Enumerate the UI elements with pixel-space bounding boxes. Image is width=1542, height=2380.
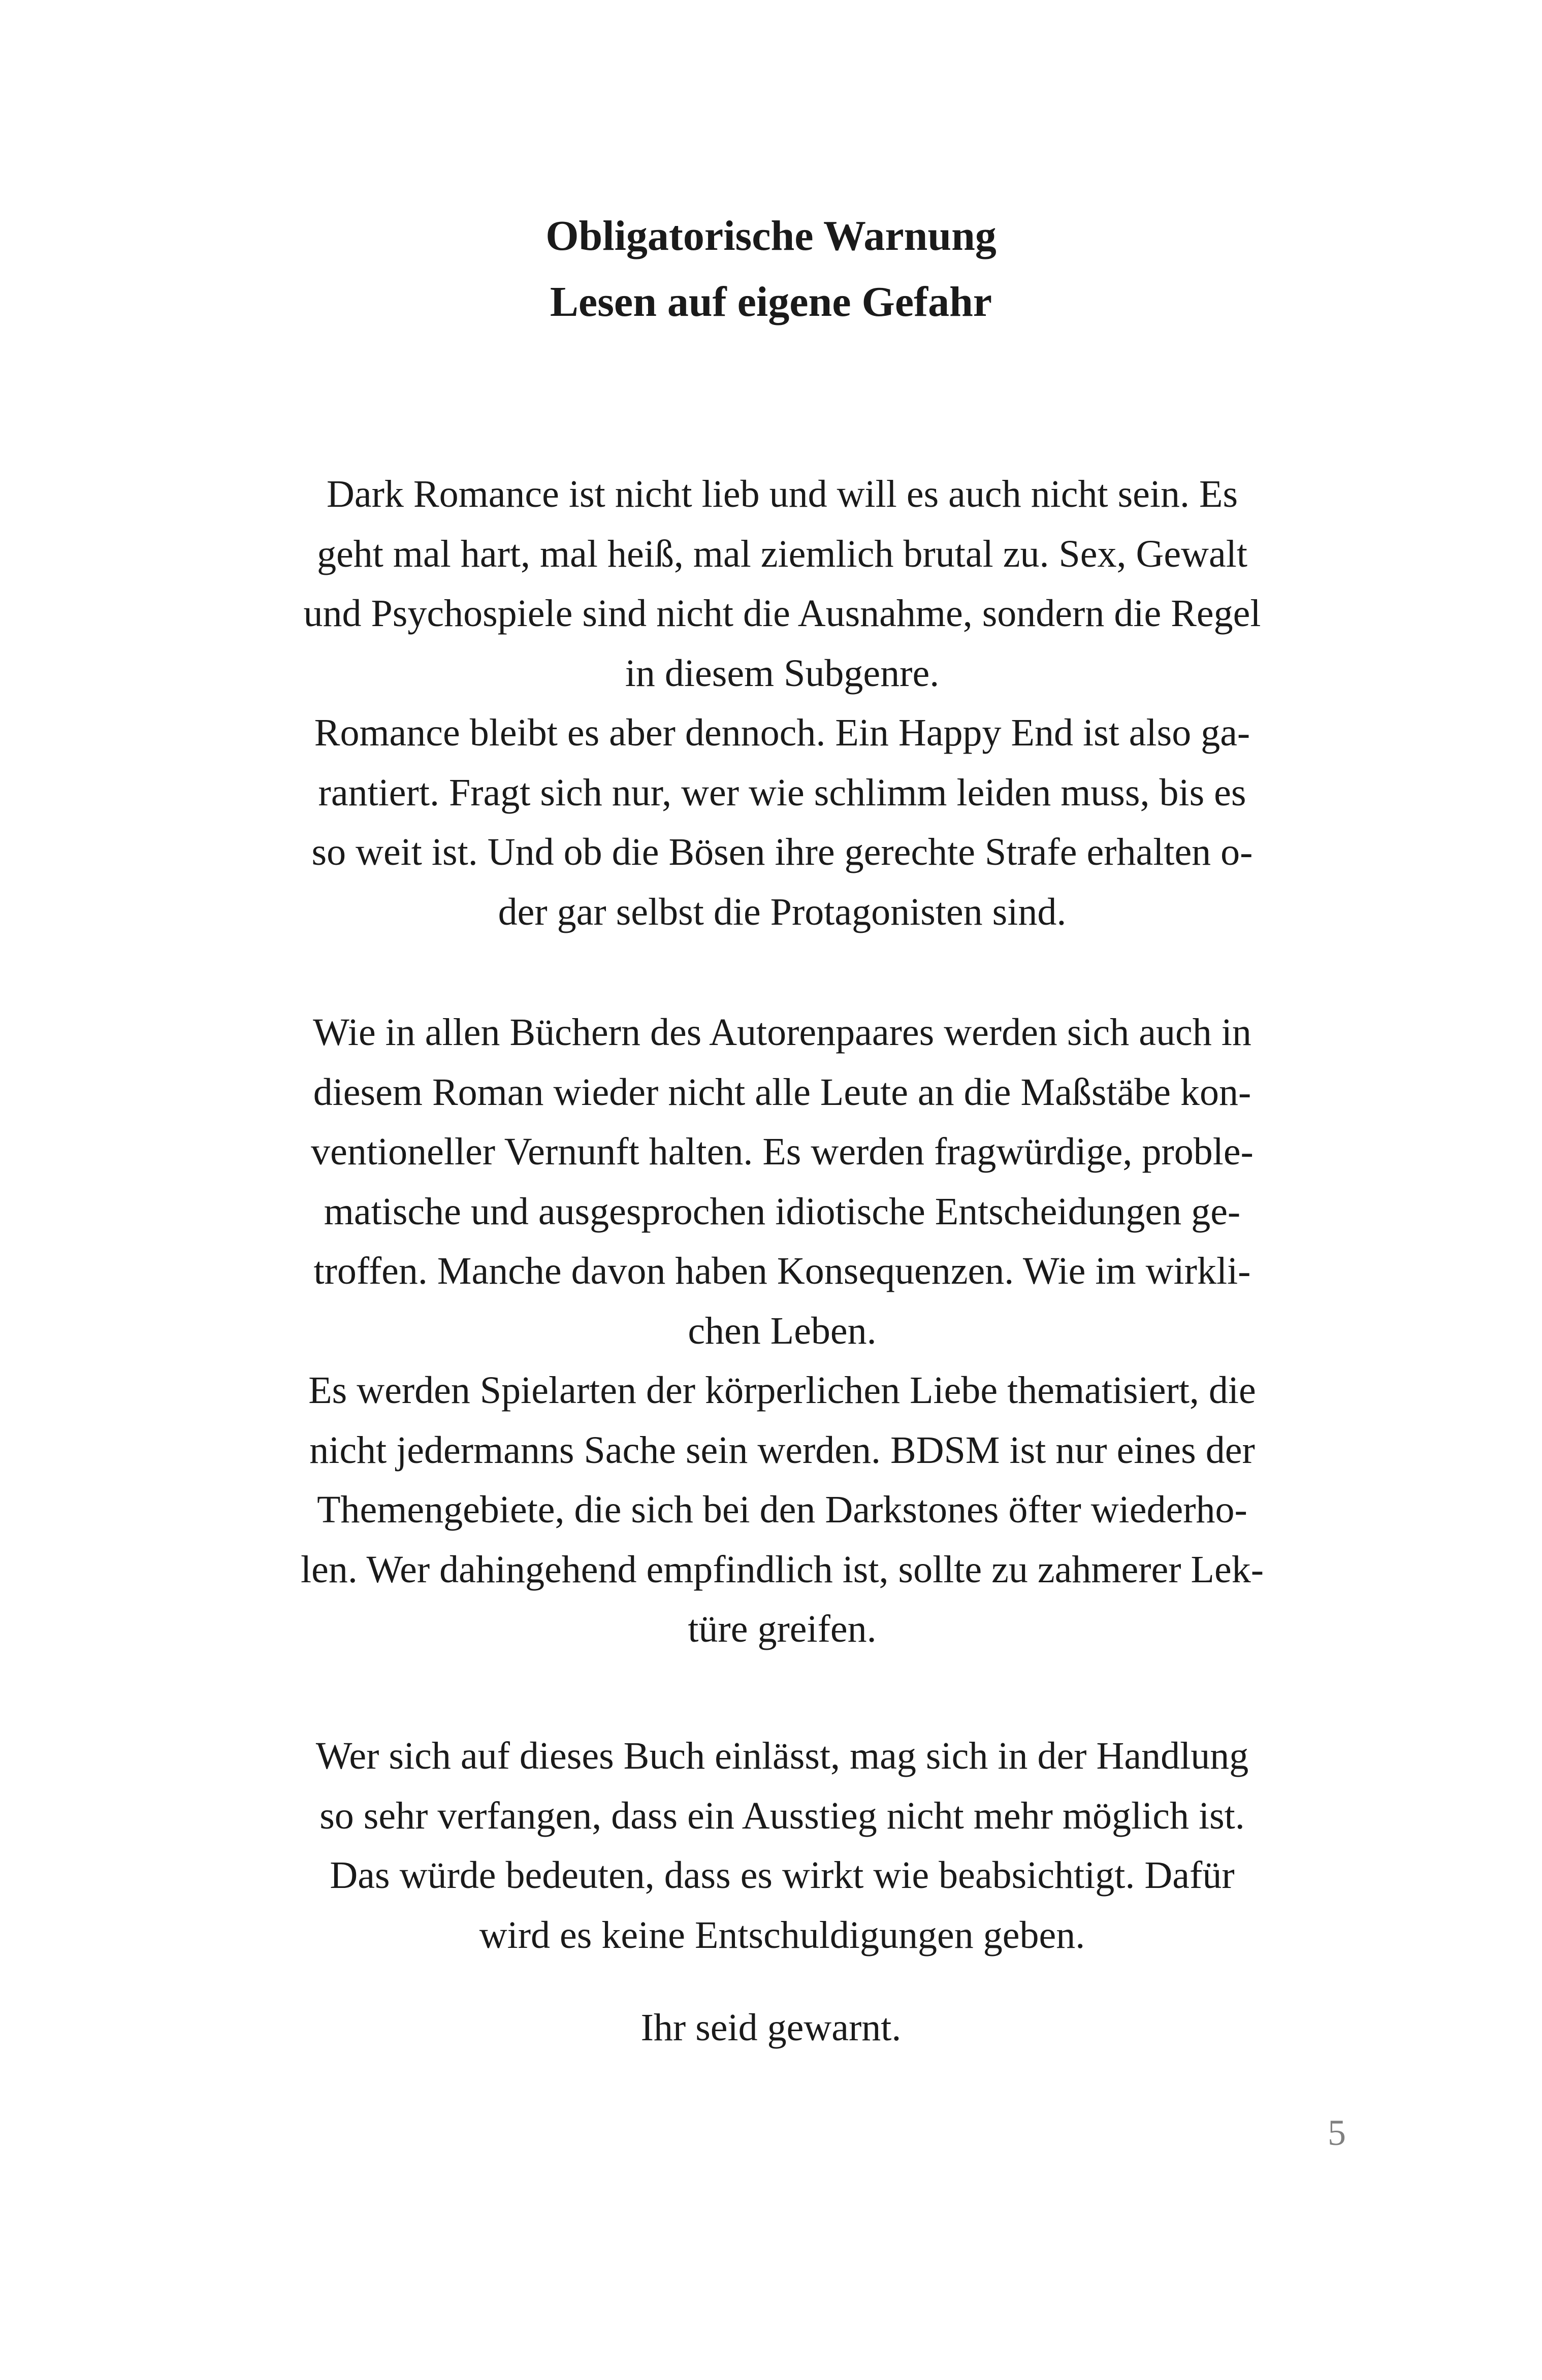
text-line: Dark Romance ist nicht lieb und will es auch nicht sein. Es — [326, 473, 1238, 515]
text-line: diesem Roman wieder nicht alle Leute an die Maßstäbe kon- — [313, 1070, 1251, 1114]
heading-line-1: Obligatorische Warnung — [545, 212, 997, 259]
text-line: Themengebiete, die sich bei den Darkstones öfter wiederho- — [317, 1488, 1247, 1531]
text-line: so weit ist. Und ob die Bösen ihre gerechte Strafe erhalten o- — [311, 831, 1253, 873]
page-heading — [0, 203, 1542, 335]
text-line: Wie in allen Büchern des Autorenpaares werden sich auch in — [313, 1011, 1251, 1054]
heading-line-2: Lesen auf eigene Gefahr — [550, 278, 992, 325]
text-line: geht mal hart, mal heiß, mal ziemlich brutal zu. Sex, Gewalt — [317, 532, 1247, 575]
text-line: Wer sich auf dieses Buch einlässt, mag sich in der Handlung — [315, 1735, 1249, 1777]
closing-line: Ihr seid gewarnt. — [640, 2006, 902, 2049]
text-line: troffen. Manche davon haben Konsequenzen. Wie im wirkli- — [313, 1250, 1251, 1292]
paragraph-content-warning — [223, 1003, 1341, 1659]
paragraph-final-warning — [223, 1726, 1341, 1965]
text-line: matische und ausgesprochen idiotische Entscheidungen ge- — [324, 1190, 1241, 1233]
text-line: Das würde bedeuten, dass es wirkt wie beabsichtigt. Dafür — [330, 1854, 1235, 1897]
text-line: chen Leben. — [688, 1309, 877, 1352]
text-line: in diesem Subgenre. — [625, 651, 940, 695]
text-line: wird es keine Entschuldigungen geben. — [479, 1913, 1085, 1957]
text-line: len. Wer dahingehend empfindlich ist, sollte zu zahmerer Lek- — [300, 1548, 1264, 1591]
text-line: rantiert. Fragt sich nur, wer wie schlimm leiden muss, bis es — [318, 771, 1246, 814]
text-line: ventioneller Vernunft halten. Es werden fragwürdige, proble- — [311, 1130, 1254, 1173]
text-line: Es werden Spielarten der körperlichen Liebe thematisiert, die — [308, 1369, 1256, 1412]
text-line: nicht jedermanns Sache sein werden. BDSM ist nur eines der — [309, 1428, 1255, 1472]
text-line: der gar selbst die Protagonisten sind. — [498, 890, 1067, 933]
text-line: türe greifen. — [688, 1608, 877, 1650]
paragraph-intro — [223, 465, 1341, 942]
page-number: 5 — [1328, 2112, 1346, 2153]
text-line: Romance bleibt es aber dennoch. Ein Happy End ist also ga- — [314, 711, 1250, 754]
text-line: und Psychospiele sind nicht die Ausnahme, sondern die Regel — [303, 592, 1261, 635]
text-line: so sehr verfangen, dass ein Ausstieg nicht mehr möglich ist. — [319, 1794, 1245, 1837]
